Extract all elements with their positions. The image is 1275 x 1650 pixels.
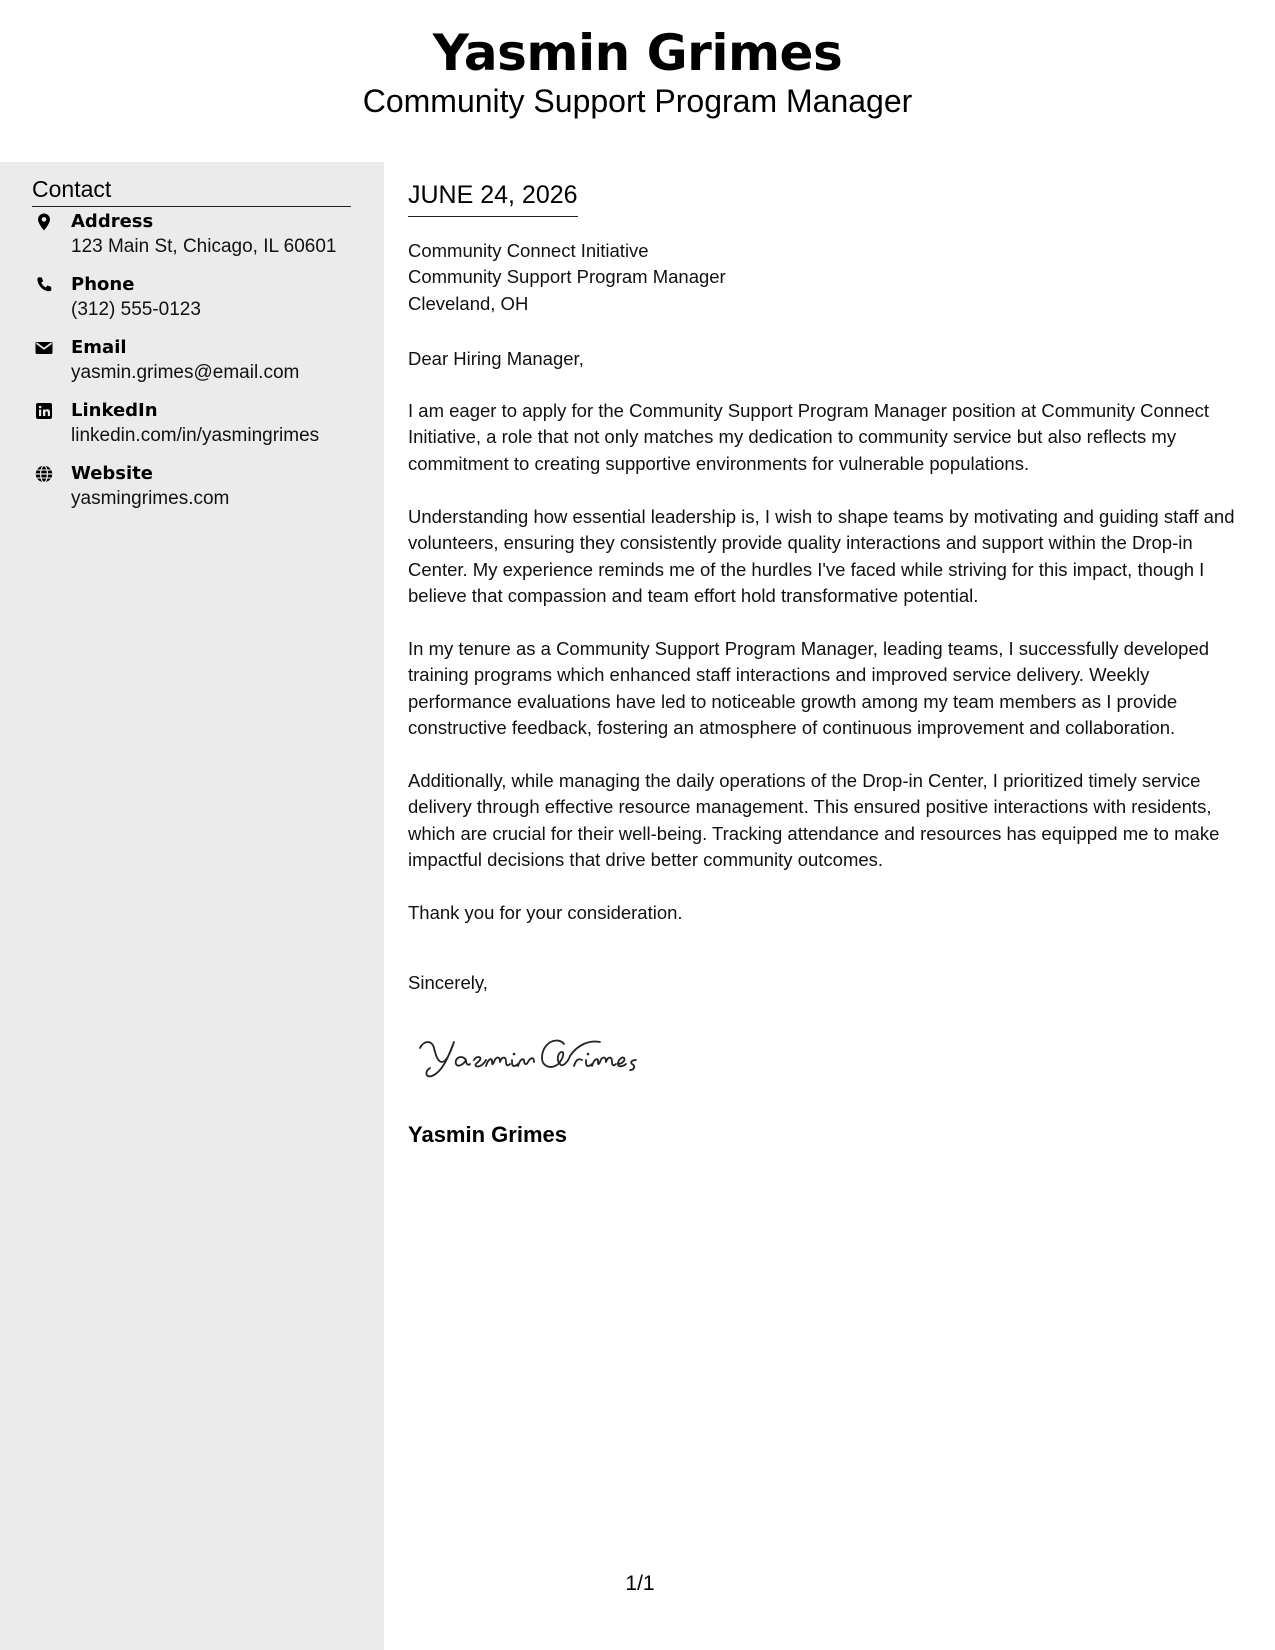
signoff: Sincerely, [408,972,488,993]
body-paragraph: Additionally, while managing the daily operations of the Drop-in Center, I prioritized timely service delivery through effective resource management. This ensured positive interactions with residents, which are crucial for their well-being. Tracking attendance and resources has equipped me to make impactful decisions that drive better community outcomes. [408,770,1220,871]
letter-header [0,0,1275,162]
contact-value: 123 Main St, Chicago, IL 60601 [71,236,337,257]
contact-label: LinkedIn [71,400,158,421]
body-paragraph: I am eager to apply for the Community Support Program Manager position at Community Connect Initiative, a role that not only matches my dedication to community service but also reflects my commitment to creating supportive environments for vulnerable populations. [408,400,1210,474]
applicant-role: Community Support Program Manager [362,83,913,119]
contact-item-website [32,462,372,518]
handwritten-signature [414,1026,674,1086]
contact-item-phone [32,273,372,329]
page-number: 1/1 [625,1572,655,1595]
salutation: Dear Hiring Manager, [408,348,584,369]
body-paragraph: Understanding how essential leadership is, I wish to shape teams by motivating and guiding staff and volunteers, ensuring they consistently provide quality interactions and support within the Drop-in Center. My experience reminds me of the hurdles I've faced while striving for this impact, though I believe that compassion and team effort hold transformative potential. [408,506,1235,607]
recipient-position: Community Support Program Manager [408,266,726,288]
body-paragraph: In my tenure as a Community Support Program Manager, leading teams, I successfully developed training programs which enhanced staff interactions and improved service delivery. Weekly performance evaluations have led to noticeable growth among my team members as I provide constructive feedback, fostering an atmosphere of continuous improvement and collaboration. [408,638,1210,739]
contact-item-linkedin [32,399,372,455]
contact-value: linkedin.com/in/yasmingrimes [71,425,320,446]
globe-icon [34,464,54,484]
contact-label: Email [71,337,127,358]
recipient-location: Cleveland, OH [408,292,529,314]
recipient-block [408,238,1250,317]
phone-icon [34,275,54,295]
contact-heading: Contact [32,174,351,207]
recipient-company: Community Connect Initiative [408,240,649,261]
linkedin-icon [34,401,54,421]
contact-item-address [32,210,372,266]
contact-item-email [32,336,372,392]
contact-value: yasmin.grimes@email.com [71,362,300,383]
applicant-name: Yasmin Grimes [432,24,843,82]
contact-label: Website [71,463,154,484]
contact-label: Address [71,211,154,232]
contact-label: Phone [71,274,135,295]
letter-date: JUNE 24, 2026 [408,178,578,217]
contact-value: (312) 555-0123 [71,299,201,320]
closing-line: Thank you for your consideration. [408,902,683,923]
map-pin-icon [34,212,54,232]
contact-sidebar [0,162,384,1650]
contact-value: yasmingrimes.com [71,488,230,509]
signed-name: Yasmin Grimes [408,1122,567,1147]
envelope-icon [34,338,54,358]
